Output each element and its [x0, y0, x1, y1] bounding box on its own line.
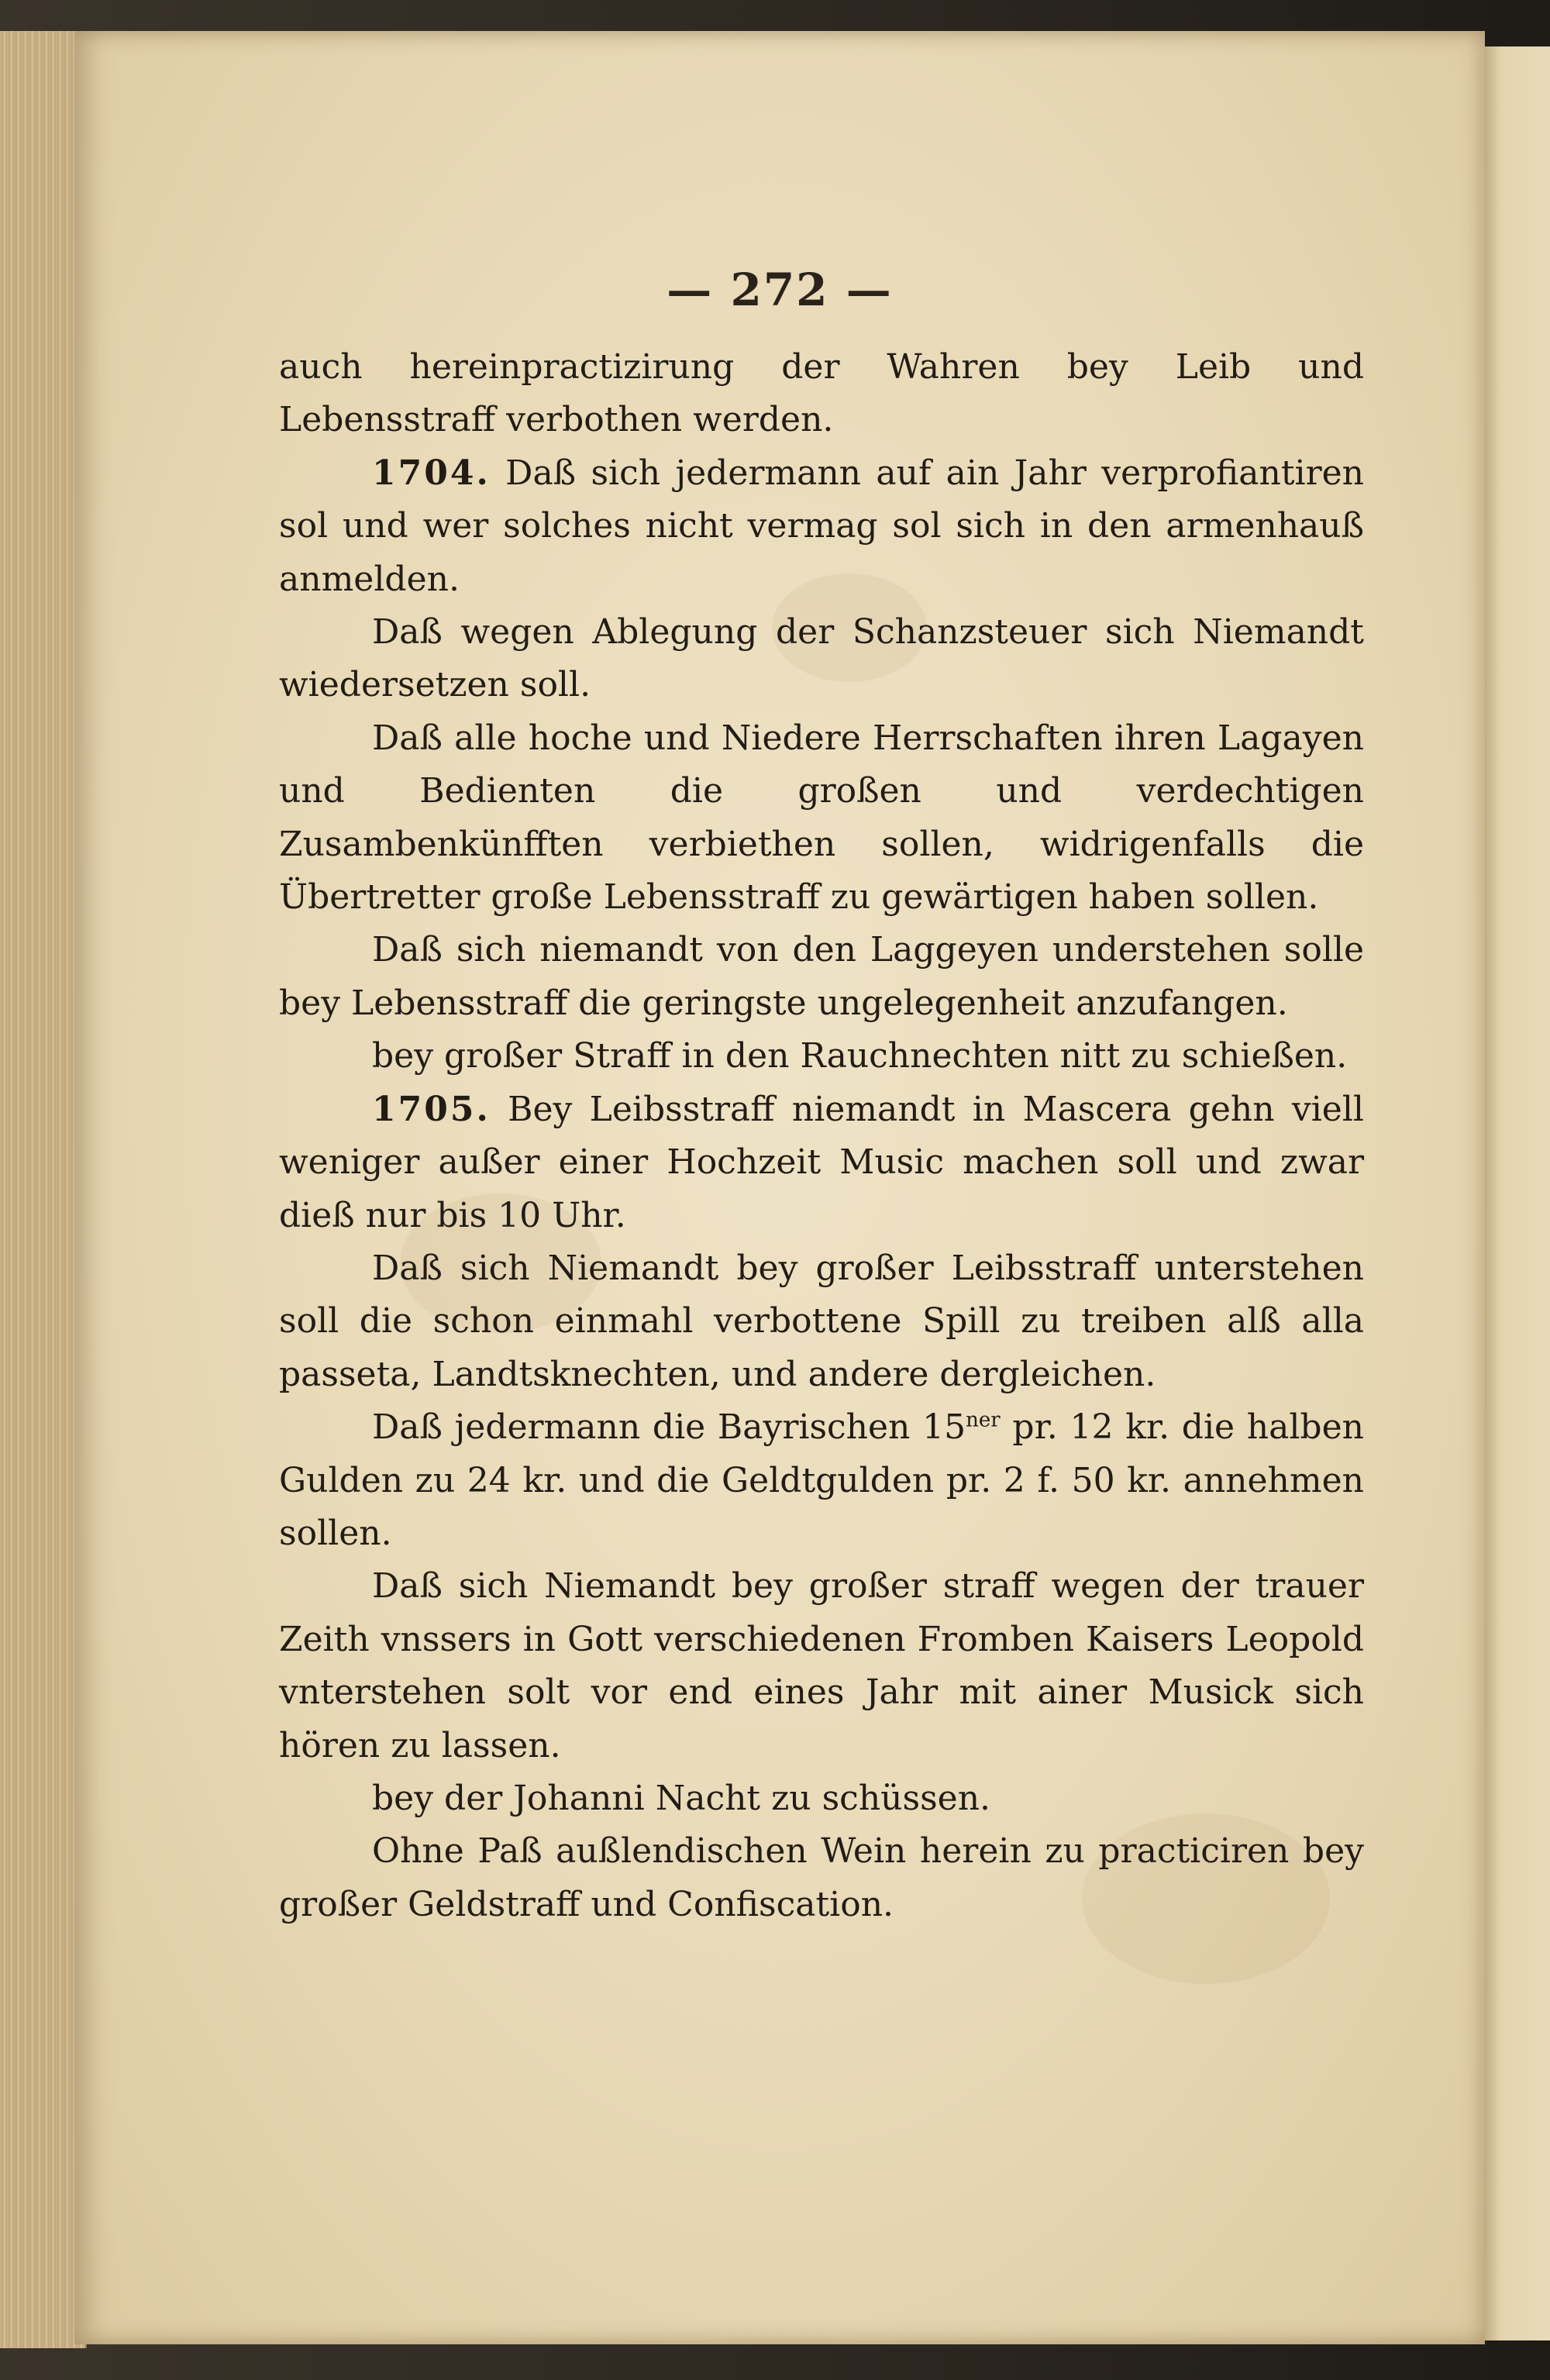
paragraph-text: Daß sich jedermann auf ain Jahr verprofiantiren sol und wer solches nicht vermag sol sich in den armenhauß anmelden.: [279, 453, 1364, 599]
paragraph: [279, 341, 1364, 447]
paragraph-dated: [279, 1083, 1364, 1242]
paragraph-text: pr. 12 kr. die halben Gulden zu 24 kr. und die Geldtgulden pr. 2 f. 50 kr. annehmen sollen.: [279, 1407, 1364, 1553]
paragraph-dated: [279, 447, 1364, 606]
paragraph-text: Daß sich Niemandt bey großer straff wegen der trauer Zeith vnssers in Gott verschiedenen Fromben Kaisers Leopold vnterstehen solt vor end eines Jahr mit ainer Musick sich hören zu lassen.: [279, 1566, 1364, 1765]
paragraph: [279, 1242, 1364, 1401]
paragraph: [279, 1401, 1364, 1560]
paragraph-text: Daß alle hoche und Niedere Herrschaften ihren Lagayen und Bedienten die großen und verdechtigen Zusambenkünfften verbiethen sollen, widrigenfalls die Übertretter große Lebensstraff zu gewärtigen haben sollen.: [279, 718, 1364, 918]
superscript: ner: [966, 1408, 1001, 1432]
paragraph-text: Bey Leibsstraff niemandt in Mascera gehn viell weniger außer einer Hochzeit Music machen soll und zwar dieß nur bis 10 Uhr.: [279, 1089, 1364, 1235]
paragraph-text: auch hereinpractizirung der Wahren bey Leib und Lebensstraff verbothen werden.: [279, 347, 1364, 440]
paragraph: [279, 1772, 1364, 1825]
paragraph-text: Daß sich niemandt von den Laggeyen understehen solle bey Lebensstraff die geringste ungelegenheit anzufangen.: [279, 930, 1364, 1023]
paragraph: [279, 924, 1364, 1030]
paragraph-text: bey großer Straff in den Rauchnechten nitt zu schießen.: [372, 1036, 1348, 1076]
paragraph: [279, 606, 1364, 712]
year-heading: 1705.: [372, 1089, 491, 1129]
paragraph-text: Daß sich Niemandt bey großer Leibsstraff unterstehen soll die schon einmahl verbottene Spill zu treiben alß alla passeta, Landtsknechten, und andere dergleichen.: [279, 1248, 1364, 1394]
paragraph-text: Daß jedermann die Bayrischen 15: [372, 1407, 966, 1448]
year-heading: 1704.: [372, 453, 491, 493]
paragraph: [279, 1560, 1364, 1772]
paragraph: [279, 1825, 1364, 1931]
paragraph-text: Ohne Paß außlendischen Wein herein zu practiciren bey großer Geldstraff und Confiscation.: [279, 1831, 1364, 1924]
paragraph: [279, 1030, 1364, 1083]
page-number: — 272 —: [666, 263, 893, 316]
adjacent-page-edge: [1476, 46, 1550, 2340]
paragraph: [279, 712, 1364, 925]
paragraph-text: bey der Johanni Nacht zu schüssen.: [372, 1778, 991, 1818]
paragraph-text: Daß wegen Ablegung der Schanzsteuer sich Niemandt wiedersetzen soll.: [279, 612, 1364, 705]
main-text: [279, 341, 1364, 1931]
